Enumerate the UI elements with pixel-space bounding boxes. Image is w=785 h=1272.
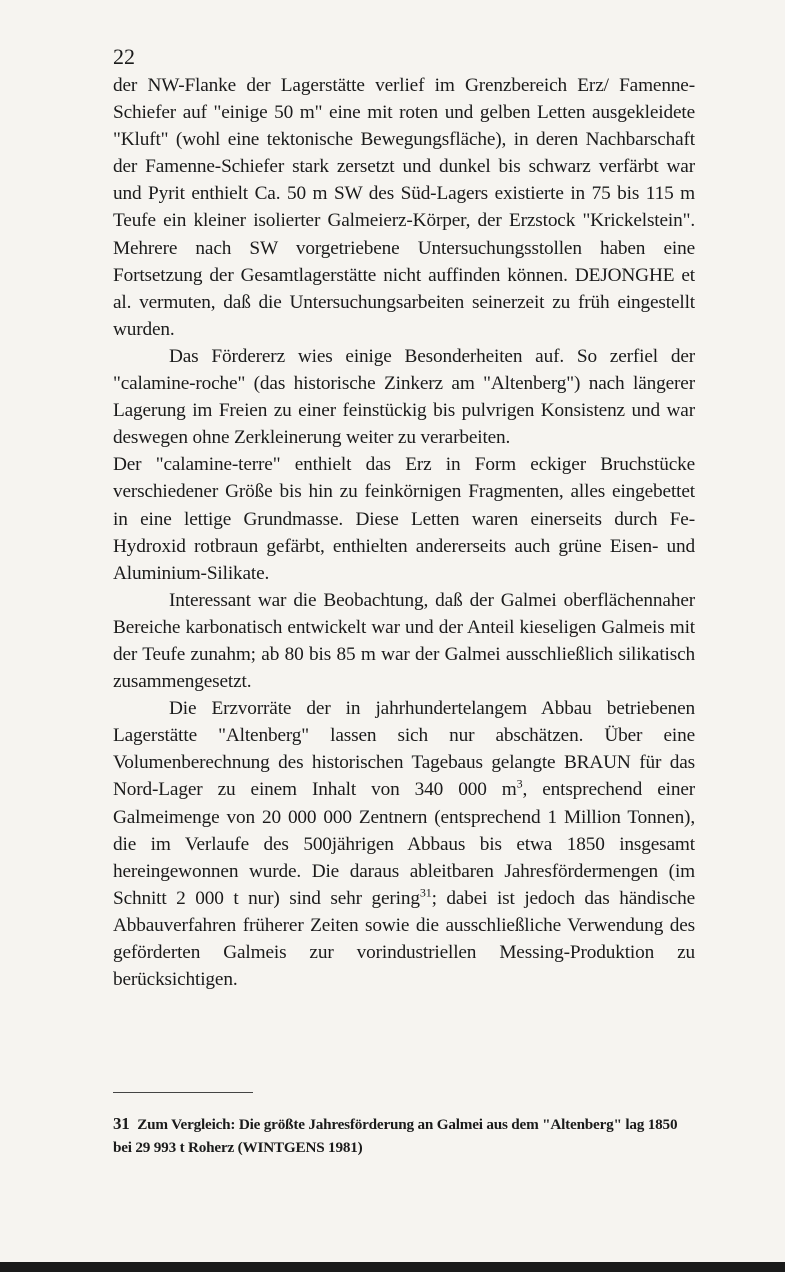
footnote (113, 1112, 697, 1159)
footnote-text: Zum Vergleich: Die größte Jahresförderung an Galmei aus dem "Altenberg" lag 1850 bei 29 993 t Roherz (WINTGENS 1981) (113, 1116, 678, 1156)
paragraph-4: Interessant war die Beobachtung, daß der Galmei oberflächennaher Bereiche karbonatisch entwickelt war und der Anteil kieseligen Galmeis mit der Teufe zunahm; ab 80 bis 85 m war der Galmei ausschließlich silikatisch zusammengesetzt. (113, 589, 695, 693)
paragraph-5-part-3: ; dabei ist jedoch das händische Abbauverfahren früherer Zeiten sowie die ausschließliche Verwendung des geförderten Galmeis zur vorindustriellen Messing-Produktion zu berücksichtigen. (113, 887, 696, 991)
paragraph-5-part-1: Die Erzvorräte der in jahrhundertelangem Abbau betriebenen Lagerstätte "Altenberg" lassen sich nur abschätzen. Über eine Volumenberechnung des historischen Tagebaus gelangte BRAUN für das Nord-Lager zu einem Inhalt von 340 000 m (113, 698, 695, 801)
footnote-divider (113, 1092, 253, 1093)
paragraph-3: Der "calamine-terre" enthielt das Erz in Form eckiger Bruchstücke verschiedener Größe bis hin zu feinkörnigen Fragmenten, alles eingebettet in eine lettige Grundmasse. Diese Letten waren einerseits durch Fe-Hydroxid rotbraun gefärbt, enthielten andererseits auch grüne Eisen- und Aluminium-Silikate. (113, 454, 695, 584)
page-number: 22 (113, 44, 135, 69)
cubic-superscript: 3 (516, 777, 523, 792)
page-bottom-edge (0, 1262, 785, 1272)
paragraph-5 (113, 695, 695, 993)
paragraph-5-part-2: , entsprechend einer Galmeimenge von 20 000 000 Zentnern (entsprechend 1 Million Tonnen), die im Verlaufe des 500jährigen Abbaus bis etwa 1850 insgesamt hereingewonnen wurde. Die daraus ableitbaren Jahresfördermengen (im Schnitt 2 000 t nur) sind sehr gering (113, 779, 696, 909)
paragraph-2: Das Fördererz wies einige Besonderheiten auf. So zerfiel der "calamine-roche" (das historische Zinkerz am "Altenberg") nach längerer Lagerung im Freien zu einer feinstückig bis pulvrigen Konsistenz und war deswegen ohne Zerkleinerung weiter zu verarbeiten. (113, 345, 695, 449)
footnote-number: 31 (113, 1114, 130, 1133)
body-text (113, 72, 695, 993)
paragraph-1: der NW-Flanke der Lagerstätte verlief im Grenzbereich Erz/ Famenne-Schiefer auf "einige 50 m" eine mit roten und gelben Letten ausgekleidete "Kluft" (wohl eine tektonische Bewegungsfläche), in deren Nachbarschaft der Famenne-Schiefer stark zersetzt und dunkel bis schwarz verfärbt war und Pyrit enthielt Ca. 50 m SW des Süd-Lagers existierte in 75 bis 115 m Teufe ein kleiner isolierter Galmeierz-Körper, der Erzstock "Krickelstein". Mehrere nach SW vorgetriebene Untersuchungsstollen haben eine Fortsetzung der Gesamtlagerstätte nicht auffinden können. DEJONGHE et al. vermuten, daß die Untersuchungsarbeiten seinerzeit zu früh eingestellt wurden. (113, 75, 695, 340)
footnote-reference[interactable]: 31 (419, 885, 432, 900)
